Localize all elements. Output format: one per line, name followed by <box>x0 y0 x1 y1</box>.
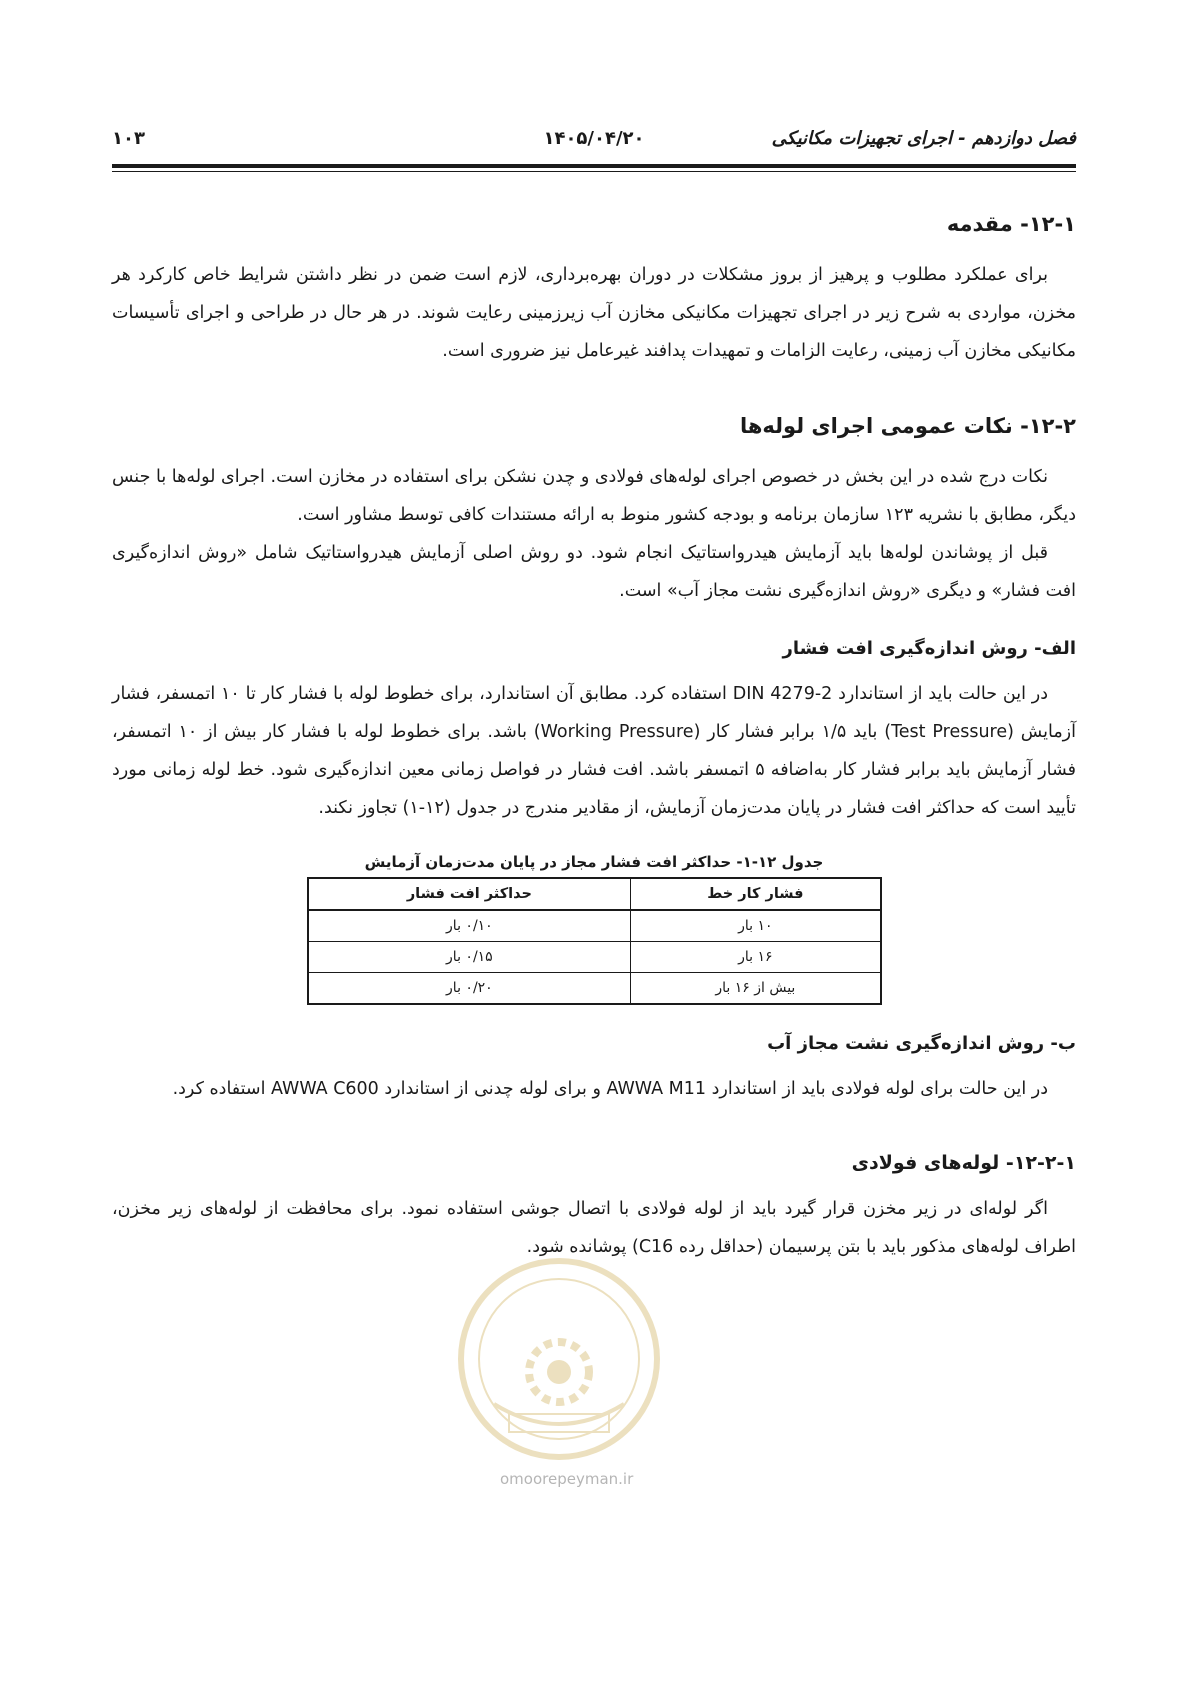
table-header-cell: حداکثر افت فشار <box>308 878 631 910</box>
table-block <box>112 853 1076 1005</box>
header-date: ۱۴۰۵/۰۴/۲۰ <box>543 128 645 149</box>
paragraph-general-2: قبل از پوشاندن لوله‌ها باید آزمایش هیدرواستاتیک انجام شود. دو روش اصلی آزمایش هیدرواستاتیک شامل «روش اندازه‌گیری افت فشار» و دیگری «روش اندازه‌گیری نشت مجاز آب» است. <box>112 543 1076 601</box>
paragraph-alef: در این حالت باید از استاندارد DIN 4279-2 استفاده کرد. مطابق آن استاندارد، برای خطوط لوله با فشار کار تا ۱۰ اتمسفر، فشار آزمایش (Test Pressure) باید ۱/۵ برابر فشار کار (Working Pressure) باشد. برای خطوط لوله با فشار کار بیش از ۱۰ اتمسفر، فشار آزمایش باید برابر فشار کار به‌اضافه ۵ اتمسفر باشد. افت فشار در فواصل زمانی معین اندازه‌گیری شود. خط لوله زمانی مورد تأیید است که حداکثر افت فشار در پایان مدت‌زمان آزمایش، از مقادیر مندرج در جدول (۱۲-۱) تجاوز نکند. <box>112 684 1076 818</box>
header-rule-thick <box>112 164 1076 168</box>
section-heading-steel: ۱۲-۲-۱- لوله‌های فولادی <box>851 1152 1076 1174</box>
page-number: ۱۰۳ <box>112 128 145 149</box>
table-caption: جدول ۱۲-۱- حداکثر افت فشار مجاز در پایان مدت‌زمان آزمایش <box>364 853 824 871</box>
subheading-alef: الف- روش اندازه‌گیری افت فشار <box>782 638 1076 659</box>
page-content <box>112 212 1076 1266</box>
paragraph-general-1: نکات درج شده در این بخش در خصوص اجرای لوله‌های فولادی و چدن نشکن برای استفاده در مخازن است. اجرای لوله‌ها با جنس دیگر، مطابق با نشریه ۱۲۳ سازمان برنامه و بودجه کشور منوط به ارائه مستندات کافی توسط مشاور است. <box>112 467 1076 525</box>
section-heading-general: ۱۲-۲- نکات عمومی اجرای لوله‌ها <box>739 414 1076 438</box>
chapter-title: فصل دوازدهم - اجرای تجهیزات مکانیکی <box>771 128 1076 149</box>
table-cell: ۱۶ بار <box>631 942 881 973</box>
header-rule-thin <box>112 171 1076 172</box>
paragraph-intro: برای عملکرد مطلوب و پرهیز از بروز مشکلات در دوران بهره‌برداری، لازم است ضمن در نظر داشتن شرایط خاص کارکرد هر مخزن، مواردی به شرح زیر در اجرای تجهیزات مکانیکی مخازن آب زیرزمینی رعایت شوند. در هر حال در طراحی و اجرای تأسیسات مکانیکی مخازن آب زمینی، رعایت الزامات و تمهیدات پدافند غیرعامل نیز ضروری است. <box>112 265 1076 361</box>
page-header <box>112 122 1076 154</box>
table-cell: ۰/۲۰ بار <box>308 973 631 1005</box>
subheading-be: ب- روش اندازه‌گیری نشت مجاز آب <box>767 1033 1076 1054</box>
pressure-drop-table <box>307 877 882 1005</box>
table-row <box>308 973 881 1005</box>
watermark-url: omoorepeyman.ir <box>500 1470 634 1488</box>
table-cell: ۰/۱۰ بار <box>308 910 631 942</box>
table-cell: بیش از ۱۶ بار <box>631 973 881 1005</box>
table-row <box>308 942 881 973</box>
section-heading-intro: ۱۲-۱- مقدمه <box>946 212 1076 236</box>
paragraph-steel: اگر لوله‌ای در زیر مخزن قرار گیرد باید از لوله فولادی با اتصال جوشی استفاده نمود. برای محافظت از لوله‌های زیر مخزن، اطراف لوله‌های مذکور باید با بتن پرسیمان (حداقل رده C16) پوشانده شود. <box>112 1199 1076 1257</box>
table-cell: ۱۰ بار <box>631 910 881 942</box>
table-row <box>308 910 881 942</box>
watermark-logo-icon <box>454 1254 664 1464</box>
table-cell: ۰/۱۵ بار <box>308 942 631 973</box>
paragraph-be: در این حالت برای لوله فولادی باید از استاندارد AWWA M11 و برای لوله چدنی از استاندارد AWWA C600 استفاده کرد. <box>172 1079 1048 1099</box>
table-header-row <box>308 878 881 910</box>
table-header-cell: فشار کار خط <box>631 878 881 910</box>
